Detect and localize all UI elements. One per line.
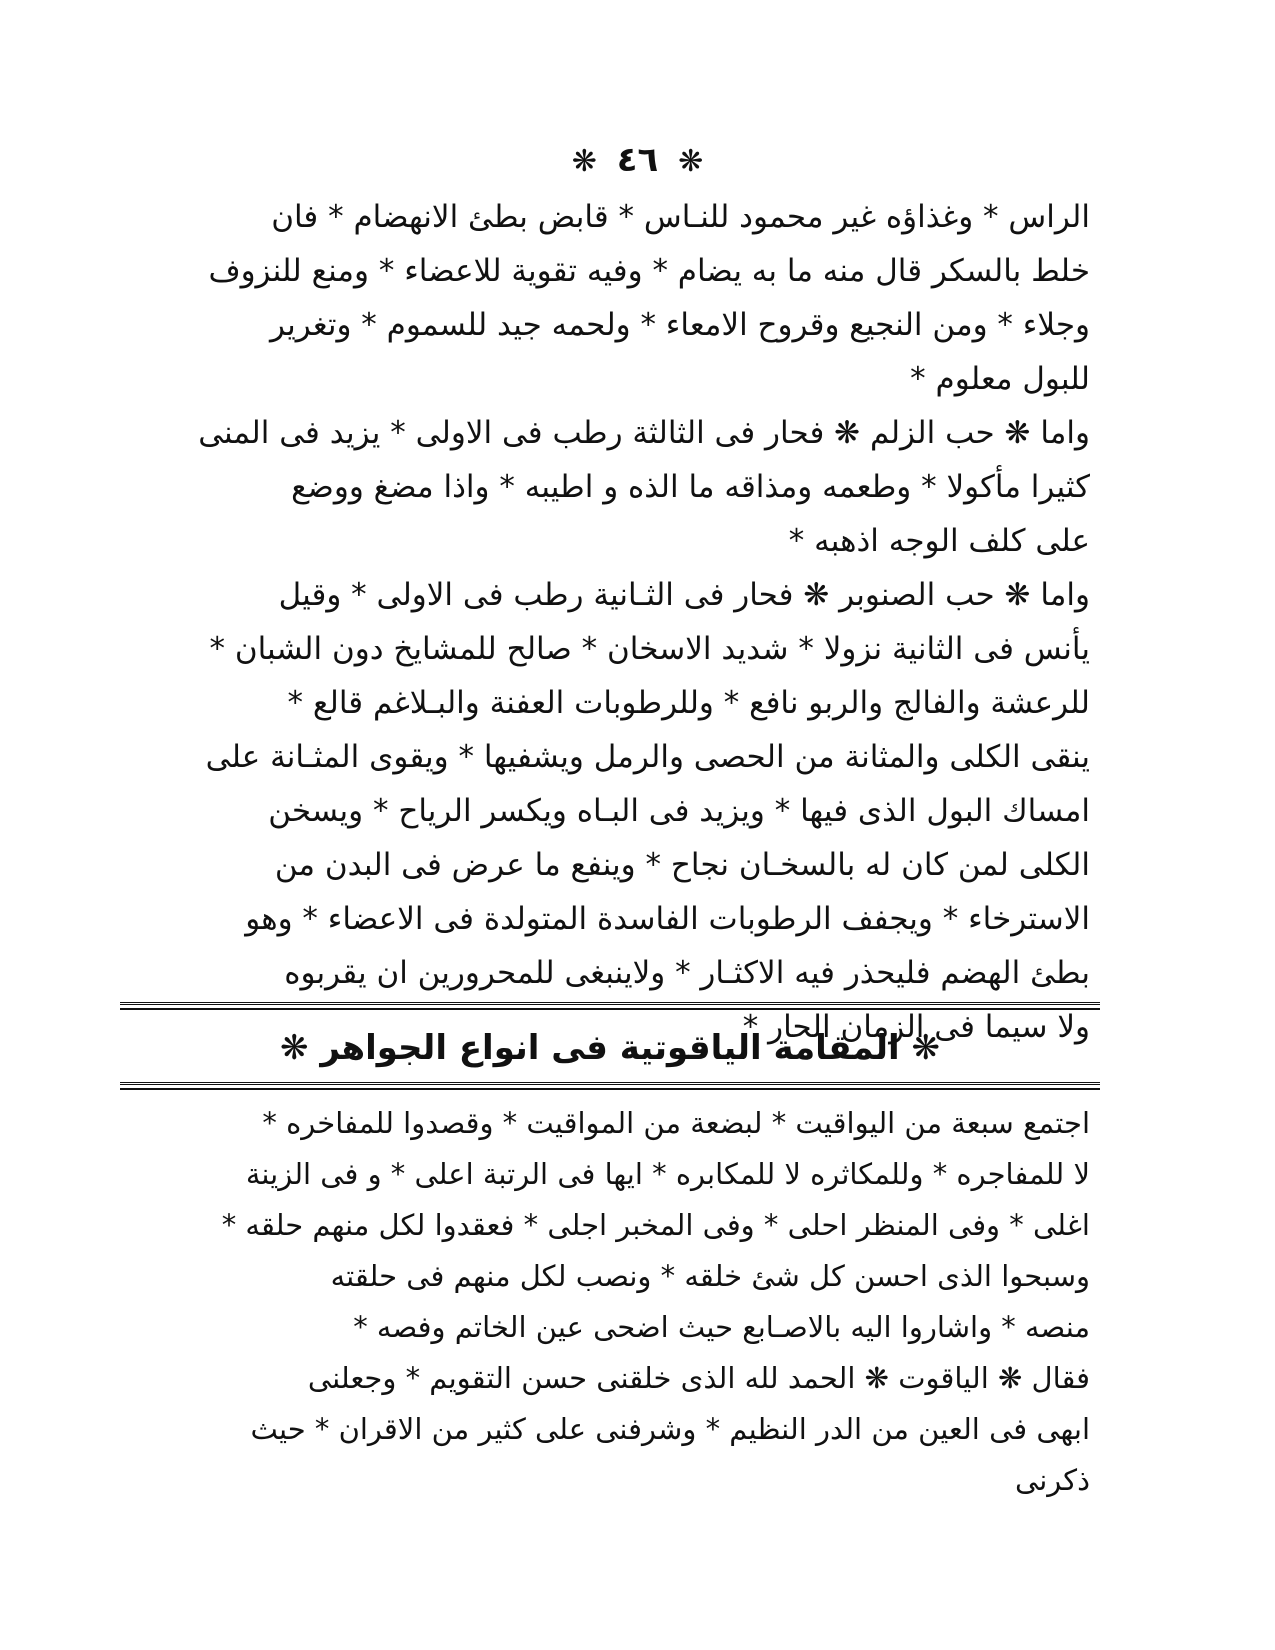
ornament-right-icon: ❋ — [678, 144, 704, 179]
text-line: امساك البول الذى فيها * ويزيد فى البـاه ويكسر الرياح * ويسخن — [268, 793, 1090, 829]
section-heading: ❋ المقامة الياقوتية فى انواع الجواهر ❋ — [280, 1028, 940, 1068]
text-line: وسبحوا الذى احسن كل شئ خلقه * ونصب لكل منهم فى حلقته — [330, 1259, 1090, 1293]
text-line: ولا سيما فى الزمان الحار * — [742, 1009, 1090, 1045]
divider-rule — [120, 1002, 1100, 1005]
text-line: كثيرا مأكولا * وطعمه ومذاقه ما الذه و اطيبه * واذا مضغ ووضع — [291, 469, 1090, 505]
text-line: اجتمع سبعة من اليواقيت * لبضعة من المواقيت * وقصدوا للمفاخره * — [262, 1106, 1090, 1140]
text-line: خلط بالسكر قال منه ما به يضام * وفيه تقوية للاعضاء * ومنع للنزوف — [208, 253, 1090, 289]
text-line: للرعشة والفالج والربو نافع * وللرطوبات العفنة والبـلاغم قالع * — [287, 685, 1090, 721]
text-line: الراس * وغذاؤه غير محمود للنـاس * قابض بطئ الانهضام * فان — [271, 199, 1090, 235]
page-number-header — [0, 140, 1275, 180]
text-line: منصه * واشاروا اليه بالاصـابع حيث اضحى عين الخاتم وفصه * — [353, 1310, 1090, 1344]
page-number: ٤٦ — [616, 140, 659, 180]
main-text-top — [130, 190, 1090, 1054]
text-line: للبول معلوم * — [910, 361, 1090, 397]
main-text-bottom — [130, 1098, 1090, 1506]
text-line: وجلاء * ومن النجيع وقروح الامعاء * ولحمه جيد للسموم * وتغرير — [270, 307, 1090, 343]
text-line: الكلى لمن كان له بالسخـان نجاح * وينفع ما عرض فى البدن من — [274, 847, 1090, 883]
text-line: على كلف الوجه اذهبه * — [788, 523, 1090, 559]
text-line: اغلى * وفى المنظر احلى * وفى المخبر اجلى * فعقدوا لكل منهم حلقه * — [221, 1208, 1090, 1242]
text-line: فقال ❋ الياقوت ❋ الحمد لله الذى خلقنى حسن التقويم * وجعلنى — [307, 1361, 1090, 1395]
text-line: الاسترخاء * ويجفف الرطوبات الفاسدة المتولدة فى الاعضاء * وهو — [245, 901, 1090, 937]
catchword: ذكرنى — [1015, 1463, 1090, 1497]
text-line: بطئ الهضم فليحذر فيه الاكثـار * ولاينبغى للمحرورين ان يقربوه — [284, 955, 1090, 991]
ornament-left-icon: ❋ — [571, 144, 597, 179]
text-line: واما ❋ حب الصنوبر ❋ فحار فى الثـانية رطب فى الاولى * وقيل — [278, 577, 1090, 613]
text-line: ينقى الكلى والمثانة من الحصى والرمل ويشفيها * ويقوى المثـانة على — [205, 739, 1090, 775]
divider-rule — [120, 1082, 1100, 1085]
divider-rule — [120, 1008, 1100, 1010]
text-line: يأنس فى الثانية نزولا * شديد الاسخان * صالح للمشايخ دون الشبان * — [209, 631, 1090, 667]
divider-rule — [120, 1088, 1100, 1090]
text-line: واما ❋ حب الزلم ❋ فحار فى الثالثة رطب فى الاولى * يزيد فى المنى — [198, 415, 1090, 451]
text-line: لا للمفاجره * وللمكاثره لا للمكابره * ايها فى الرتبة اعلى * و فى الزينة — [245, 1157, 1090, 1191]
text-line: ابهى فى العين من الدر النظيم * وشرفنى على كثير من الاقران * حيث — [250, 1412, 1090, 1446]
